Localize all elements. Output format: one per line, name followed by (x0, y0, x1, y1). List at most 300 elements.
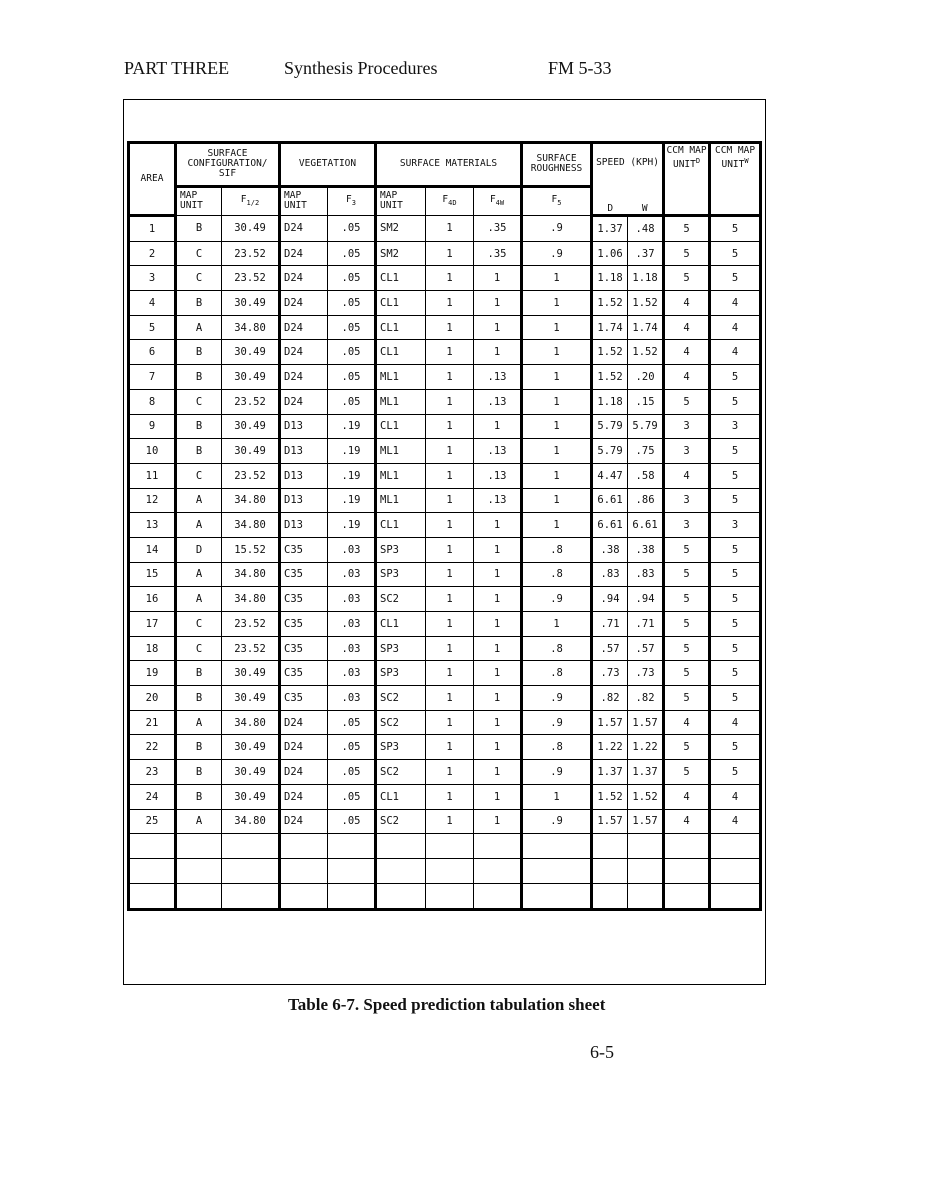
table-cell: .05 (328, 389, 376, 414)
table-cell: 1 (522, 340, 592, 365)
table-cell: 4 (710, 710, 761, 735)
table-cell: SP3 (376, 661, 426, 686)
table-cell: 4 (664, 710, 710, 735)
table-cell: 1 (522, 463, 592, 488)
table-cell: ML1 (376, 463, 426, 488)
table-cell: 1.52 (592, 365, 628, 390)
table-cell: 1 (426, 537, 474, 562)
table-row (129, 562, 761, 587)
table-cell: 16 (129, 587, 176, 612)
table-cell: D24 (280, 291, 328, 316)
speed-tabulation-table (127, 141, 762, 911)
table-cell: D13 (280, 414, 328, 439)
table-cell: C (176, 636, 222, 661)
table-cell: 1.52 (628, 784, 664, 809)
blank-cell (280, 859, 328, 884)
table-cell: 6.61 (592, 513, 628, 538)
table-cell: 1 (522, 612, 592, 637)
table-row (129, 216, 761, 242)
table-cell: .05 (328, 710, 376, 735)
table-cell: .9 (522, 587, 592, 612)
table-cell: 3 (129, 266, 176, 291)
table-row (129, 809, 761, 834)
table-cell: .13 (474, 365, 522, 390)
table-cell: 1 (474, 760, 522, 785)
blank-row (129, 884, 761, 910)
table-cell: B (176, 340, 222, 365)
table-cell: 5 (710, 636, 761, 661)
table-cell: B (176, 760, 222, 785)
veg-map-unit-head: MAP UNIT (280, 186, 328, 215)
table-cell: 6 (129, 340, 176, 365)
table-cell: SM2 (376, 216, 426, 242)
ccm-d-sup: D (695, 157, 701, 165)
table-cell: 1.57 (592, 710, 628, 735)
table-cell: A (176, 513, 222, 538)
table-cell: 1 (426, 216, 474, 242)
table-cell: 1 (426, 463, 474, 488)
table-cell: B (176, 686, 222, 711)
table-cell: .13 (474, 439, 522, 464)
header-section: Synthesis Procedures (284, 58, 438, 78)
table-cell: 4 (710, 315, 761, 340)
table-row (129, 661, 761, 686)
table-cell: CL1 (376, 414, 426, 439)
table-cell: .19 (328, 488, 376, 513)
table-cell: 5 (664, 241, 710, 266)
table-cell: 9 (129, 414, 176, 439)
table-cell: 34.80 (222, 587, 280, 612)
table-cell: 15.52 (222, 537, 280, 562)
header-manual: FM 5-33 (548, 58, 612, 78)
blank-cell (376, 834, 426, 859)
table-cell: 23 (129, 760, 176, 785)
table-cell: 30.49 (222, 414, 280, 439)
table-cell: 1 (474, 562, 522, 587)
table-cell: 4 (664, 463, 710, 488)
table-cell: 34.80 (222, 513, 280, 538)
table-cell: .58 (628, 463, 664, 488)
table-cell: .19 (328, 513, 376, 538)
blank-cell (628, 859, 664, 884)
table-cell: 30.49 (222, 735, 280, 760)
col-surface-roughness: SURFACE ROUGHNESS (522, 143, 592, 187)
table-caption: Table 6-7. Speed prediction tabulation sheet (288, 995, 606, 1014)
table-cell: D24 (280, 241, 328, 266)
blank-cell (176, 859, 222, 884)
table-cell: 1 (522, 389, 592, 414)
table-cell: D24 (280, 735, 328, 760)
table-cell: 34.80 (222, 488, 280, 513)
f3-sub: 3 (351, 198, 356, 207)
table-cell: 5 (710, 241, 761, 266)
col-vegetation: VEGETATION (280, 143, 376, 187)
table-cell: 3 (710, 414, 761, 439)
table-cell: 1 (474, 291, 522, 316)
table-cell: 23.52 (222, 266, 280, 291)
table-cell: 1.57 (628, 809, 664, 834)
table-cell: .48 (628, 216, 664, 242)
table-cell: 22 (129, 735, 176, 760)
table-cell: 4 (664, 291, 710, 316)
table-cell: D24 (280, 340, 328, 365)
table-cell: 10 (129, 439, 176, 464)
table-cell: C35 (280, 537, 328, 562)
table-cell: 1 (129, 216, 176, 242)
table-cell: 4 (710, 784, 761, 809)
table-cell: 30.49 (222, 291, 280, 316)
table-cell: 1 (522, 513, 592, 538)
table-cell: D24 (280, 365, 328, 390)
blank-cell (522, 834, 592, 859)
table-cell: ML1 (376, 389, 426, 414)
table-cell: .86 (628, 488, 664, 513)
table-row (129, 439, 761, 464)
table-cell: 1.74 (628, 315, 664, 340)
table-cell: 1 (426, 513, 474, 538)
table-cell: 1.57 (628, 710, 664, 735)
col-ccm-d (664, 143, 710, 216)
table-cell: 17 (129, 612, 176, 637)
table-cell: .82 (628, 686, 664, 711)
table-cell: .57 (628, 636, 664, 661)
table-cell: 1.52 (592, 291, 628, 316)
table-row (129, 636, 761, 661)
table-cell: C35 (280, 661, 328, 686)
table-cell: 24 (129, 784, 176, 809)
table-row (129, 463, 761, 488)
table-cell: 1.37 (592, 760, 628, 785)
table-cell: 1.06 (592, 241, 628, 266)
table-cell: 5.79 (592, 439, 628, 464)
blank-cell (129, 859, 176, 884)
table-cell: 1 (426, 488, 474, 513)
table-cell: SC2 (376, 710, 426, 735)
table-cell: .8 (522, 661, 592, 686)
table-cell: 30.49 (222, 760, 280, 785)
table-cell: 1 (522, 315, 592, 340)
table-cell: 1.22 (592, 735, 628, 760)
table-cell: .05 (328, 266, 376, 291)
table-cell: .05 (328, 735, 376, 760)
table-cell: .05 (328, 365, 376, 390)
table-cell: 1 (474, 513, 522, 538)
speed-subheads (593, 198, 662, 214)
table-cell: B (176, 735, 222, 760)
table-cell: SC2 (376, 760, 426, 785)
table-cell: 1 (426, 710, 474, 735)
table-cell: .19 (328, 414, 376, 439)
table-cell: 1 (474, 686, 522, 711)
table-cell: 30.49 (222, 784, 280, 809)
table-cell: 5 (664, 587, 710, 612)
table-cell: 3 (664, 513, 710, 538)
f4d-sub: 4D (448, 198, 457, 207)
blank-cell (426, 834, 474, 859)
table-cell: 3 (710, 513, 761, 538)
table-cell: .05 (328, 315, 376, 340)
table-cell: .9 (522, 216, 592, 242)
table-cell: 4 (710, 340, 761, 365)
table-cell: SC2 (376, 686, 426, 711)
table-cell: .9 (522, 241, 592, 266)
table-cell: 1 (426, 686, 474, 711)
ccm-d-label: CCM MAP UNIT (666, 145, 707, 171)
table-cell: D13 (280, 439, 328, 464)
table-row (129, 266, 761, 291)
table-row (129, 612, 761, 637)
table-cell: D13 (280, 463, 328, 488)
table-cell: C (176, 266, 222, 291)
f5-letter: F (551, 193, 558, 205)
f4w-letter: F (489, 193, 496, 205)
table-cell: 1 (522, 291, 592, 316)
table-cell: .15 (628, 389, 664, 414)
table-cell: 1 (426, 241, 474, 266)
table-cell: D24 (280, 216, 328, 242)
blank-cell (222, 834, 280, 859)
table-cell: 1 (474, 537, 522, 562)
table-cell: 5.79 (628, 414, 664, 439)
table-cell: 1 (474, 735, 522, 760)
blank-cell (628, 884, 664, 910)
table-cell: 1 (474, 612, 522, 637)
table-cell: .8 (522, 636, 592, 661)
table-cell: 5 (710, 365, 761, 390)
table-cell: 20 (129, 686, 176, 711)
table-row (129, 710, 761, 735)
table-cell: .82 (592, 686, 628, 711)
table-cell: 1 (474, 661, 522, 686)
table-cell: 2 (129, 241, 176, 266)
table-cell: 1 (474, 587, 522, 612)
blank-cell (522, 884, 592, 910)
table-cell: 1 (426, 587, 474, 612)
table-cell: 4 (664, 784, 710, 809)
table-cell: .9 (522, 686, 592, 711)
col-ccm-w (710, 143, 761, 216)
table-cell: 1 (474, 266, 522, 291)
table-cell: SP3 (376, 537, 426, 562)
table-cell: 5 (710, 760, 761, 785)
table-cell: D24 (280, 315, 328, 340)
table-cell: C (176, 463, 222, 488)
table-cell: 11 (129, 463, 176, 488)
table-cell: .05 (328, 216, 376, 242)
blank-cell (426, 859, 474, 884)
table-cell: 25 (129, 809, 176, 834)
table-cell: B (176, 216, 222, 242)
table-cell: CL1 (376, 784, 426, 809)
table-cell: B (176, 439, 222, 464)
blank-cell (592, 834, 628, 859)
table-row (129, 241, 761, 266)
table-cell: 4.47 (592, 463, 628, 488)
table-cell: 4 (710, 809, 761, 834)
table-cell: SP3 (376, 636, 426, 661)
table-cell: 12 (129, 488, 176, 513)
table-cell: .75 (628, 439, 664, 464)
blank-cell (176, 884, 222, 910)
blank-cell (222, 884, 280, 910)
table-cell: .57 (592, 636, 628, 661)
table-cell: B (176, 365, 222, 390)
table-cell: 14 (129, 537, 176, 562)
table-cell: 1 (426, 439, 474, 464)
table-cell: .71 (592, 612, 628, 637)
table-cell: A (176, 315, 222, 340)
table-cell: 4 (664, 809, 710, 834)
table-cell: B (176, 661, 222, 686)
table-cell: 1 (426, 266, 474, 291)
table-cell: CL1 (376, 315, 426, 340)
table-cell: 1 (474, 784, 522, 809)
speed-d-label: D (607, 203, 614, 214)
table-cell: D24 (280, 809, 328, 834)
table-cell: .19 (328, 439, 376, 464)
table-row (129, 587, 761, 612)
table-cell: 5 (710, 439, 761, 464)
table-cell: 1 (426, 661, 474, 686)
table-cell: 5 (710, 216, 761, 242)
table-cell: ML1 (376, 439, 426, 464)
table-cell: 23.52 (222, 636, 280, 661)
table-cell: 6.61 (628, 513, 664, 538)
table-cell: 4 (664, 340, 710, 365)
col-area: AREA (129, 143, 176, 216)
table-cell: ML1 (376, 488, 426, 513)
table-cell: .71 (628, 612, 664, 637)
table-cell: CL1 (376, 291, 426, 316)
table-cell: 1.52 (628, 340, 664, 365)
blank-cell (522, 859, 592, 884)
mat-map-unit-head: MAP UNIT (376, 186, 426, 215)
table-cell: SC2 (376, 587, 426, 612)
blank-cell (710, 859, 761, 884)
f12-head (222, 186, 280, 215)
table-cell: 30.49 (222, 340, 280, 365)
table-cell: C (176, 241, 222, 266)
f4d-letter: F (442, 193, 449, 205)
table-cell: 1 (426, 291, 474, 316)
table-cell: 5 (710, 562, 761, 587)
table-cell: 5 (664, 562, 710, 587)
table-cell: 1 (426, 315, 474, 340)
table-cell: 8 (129, 389, 176, 414)
table-cell: .13 (474, 389, 522, 414)
table-cell: 34.80 (222, 562, 280, 587)
blank-cell (222, 859, 280, 884)
table-row (129, 686, 761, 711)
table-cell: .20 (628, 365, 664, 390)
table-cell: D24 (280, 266, 328, 291)
table-cell: C35 (280, 686, 328, 711)
blank-cell (129, 884, 176, 910)
table-cell: 1.22 (628, 735, 664, 760)
table-row (129, 488, 761, 513)
table-cell: A (176, 587, 222, 612)
table-row (129, 389, 761, 414)
table-cell: 23.52 (222, 463, 280, 488)
table-cell: .38 (628, 537, 664, 562)
table-cell: 5 (710, 266, 761, 291)
table-cell: 7 (129, 365, 176, 390)
table-cell: CL1 (376, 340, 426, 365)
blank-row (129, 859, 761, 884)
table-cell: C (176, 389, 222, 414)
table-cell: B (176, 784, 222, 809)
table-cell: A (176, 562, 222, 587)
table-cell: 1 (426, 612, 474, 637)
page-number: 6-5 (590, 1042, 614, 1062)
table-cell: .05 (328, 241, 376, 266)
table-cell: .94 (592, 587, 628, 612)
blank-cell (474, 859, 522, 884)
table-cell: 5 (664, 686, 710, 711)
table-cell: .05 (328, 760, 376, 785)
table-cell: B (176, 414, 222, 439)
table-cell: 3 (664, 488, 710, 513)
blank-row (129, 834, 761, 859)
f4w-head (474, 186, 522, 215)
blank-cell (176, 834, 222, 859)
table-cell: A (176, 710, 222, 735)
table-cell: .03 (328, 562, 376, 587)
table-cell: 1 (426, 414, 474, 439)
table-cell: 1 (426, 636, 474, 661)
table-cell: .35 (474, 241, 522, 266)
table-cell: 1 (522, 488, 592, 513)
table-cell: 1 (522, 439, 592, 464)
table-cell: D13 (280, 513, 328, 538)
table-row (129, 414, 761, 439)
table-cell: 1 (474, 636, 522, 661)
table-cell: .73 (628, 661, 664, 686)
table-cell: 4 (664, 365, 710, 390)
table-cell: .03 (328, 612, 376, 637)
blank-cell (280, 834, 328, 859)
speed-w-label: W (641, 203, 648, 214)
table-cell: 3 (664, 414, 710, 439)
blank-cell (328, 884, 376, 910)
table-cell: 1.52 (628, 291, 664, 316)
table-cell: C35 (280, 587, 328, 612)
table-cell: 5 (664, 661, 710, 686)
table-cell: 1 (522, 365, 592, 390)
table-cell: .03 (328, 686, 376, 711)
blank-cell (376, 884, 426, 910)
table-cell: 1 (426, 809, 474, 834)
table-cell: 1 (522, 414, 592, 439)
table-cell: 5 (129, 315, 176, 340)
blank-cell (328, 834, 376, 859)
blank-cell (474, 884, 522, 910)
table-cell: 23.52 (222, 612, 280, 637)
speed-label: SPEED (KPH) (596, 157, 659, 168)
table-row (129, 760, 761, 785)
table-cell: .37 (628, 241, 664, 266)
table-cell: 18 (129, 636, 176, 661)
blank-cell (664, 834, 710, 859)
table-cell: .03 (328, 537, 376, 562)
table-cell: 30.49 (222, 686, 280, 711)
table-cell: 21 (129, 710, 176, 735)
blank-cell (664, 859, 710, 884)
blank-cell (664, 884, 710, 910)
blank-cell (426, 884, 474, 910)
table-cell: 13 (129, 513, 176, 538)
table-cell: D24 (280, 389, 328, 414)
